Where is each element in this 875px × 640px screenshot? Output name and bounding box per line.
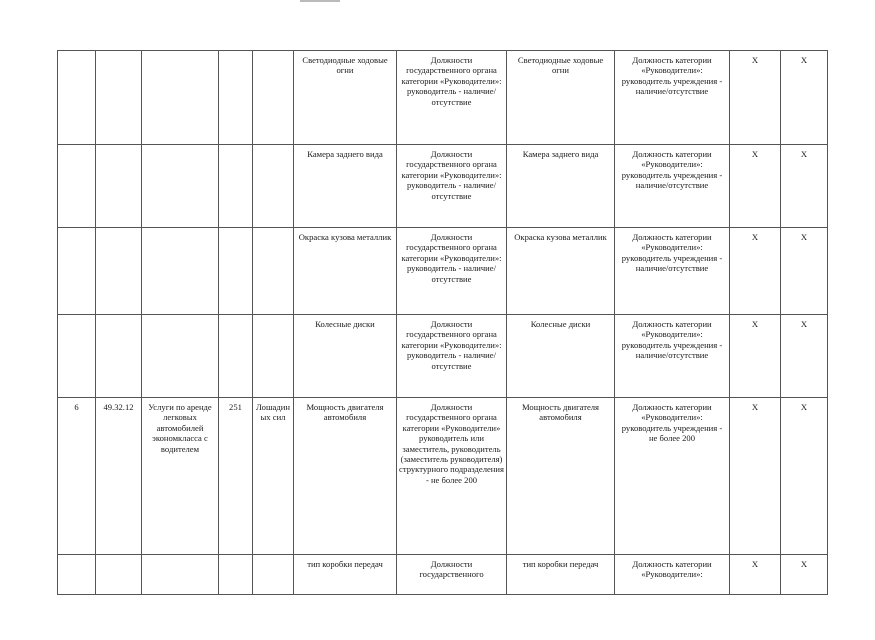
cell-position-gov: Должности государственного органа категории «Руководители»: руководитель - наличие/отсутствие [397,315,507,398]
cell-characteristic-2: тип коробки передач [507,555,615,595]
cell-characteristic-2: Колесные диски [507,315,615,398]
cell-name [142,315,219,398]
cell-name [142,145,219,228]
cell-code [96,51,142,145]
cell-unit-code: 251 [219,398,253,555]
cell-num: 6 [58,398,96,555]
scan-artifact [300,0,340,2]
table-row [58,145,828,228]
cell-x2: X [781,398,828,555]
cell-characteristic-2: Светодиодные ходовые огни [507,51,615,145]
cell-characteristic: Окраска кузова металлик [294,228,397,315]
cell-x2: X [781,228,828,315]
cell-unit-name [253,315,294,398]
cell-code: 49.32.12 [96,398,142,555]
cell-unit-code [219,315,253,398]
cell-code [96,555,142,595]
table-row [58,398,828,555]
cell-position-gov: Должности государственного органа категории «Руководители»: руководитель - наличие/отсутствие [397,145,507,228]
cell-characteristic: тип коробки передач [294,555,397,595]
cell-num [58,228,96,315]
cell-x1: X [730,315,781,398]
cell-x1: X [730,145,781,228]
cell-code [96,145,142,228]
cell-unit-name [253,51,294,145]
cell-name [142,555,219,595]
cell-name [142,51,219,145]
cell-characteristic: Камера заднего вида [294,145,397,228]
cell-code [96,228,142,315]
cell-position-inst: Должность категории «Руководители»: руководитель учреждения - наличие/отсутствие [615,315,730,398]
table-row [58,315,828,398]
cell-num [58,51,96,145]
cell-position-inst: Должность категории «Руководители»: руководитель учреждения - наличие/отсутствие [615,51,730,145]
cell-position-gov: Должности государственного [397,555,507,595]
cell-x1: X [730,51,781,145]
cell-characteristic: Мощность двигателя автомобиля [294,398,397,555]
cell-characteristic-2: Окраска кузова металлик [507,228,615,315]
cell-unit-name [253,228,294,315]
cell-code [96,315,142,398]
cell-num [58,555,96,595]
cell-num [58,145,96,228]
cell-x2: X [781,315,828,398]
cell-unit-name [253,555,294,595]
cell-x2: X [781,51,828,145]
cell-characteristic: Колесные диски [294,315,397,398]
cell-position-gov: Должности государственного органа категории «Руководители»: руководитель - наличие/отсутствие [397,228,507,315]
cell-unit-name: Лошадиных сил [253,398,294,555]
cell-position-inst: Должность категории «Руководители»: [615,555,730,595]
cell-position-inst: Должность категории «Руководители»: руководитель учреждения - наличие/отсутствие [615,228,730,315]
cell-num [58,315,96,398]
cell-characteristic-2: Мощность двигателя автомобиля [507,398,615,555]
requirements-table [57,50,828,595]
cell-unit-code [219,228,253,315]
cell-name [142,228,219,315]
cell-characteristic: Светодиодные ходовые огни [294,51,397,145]
cell-unit-code [219,145,253,228]
cell-position-gov: Должности государственного органа категории «Руководители»: руководитель - наличие/отсутствие [397,51,507,145]
table-row [58,51,828,145]
cell-unit-code [219,555,253,595]
cell-name: Услуги по аренде легковых автомобилей экономкласса с водителем [142,398,219,555]
cell-x2: X [781,145,828,228]
cell-unit-name [253,145,294,228]
table-row [58,228,828,315]
cell-position-inst: Должность категории «Руководители»: руководитель учреждения - наличие/отсутствие [615,145,730,228]
cell-position-inst: Должность категории «Руководители»: руководитель учреждения - не более 200 [615,398,730,555]
cell-x1: X [730,398,781,555]
table-row [58,555,828,595]
cell-x2: X [781,555,828,595]
cell-position-gov: Должности государственного органа категории «Руководители» руководитель или заместитель, руководитель (заместитель руководителя) структурного подразделения - не более 200 [397,398,507,555]
cell-x1: X [730,228,781,315]
cell-characteristic-2: Камера заднего вида [507,145,615,228]
cell-unit-code [219,51,253,145]
cell-x1: X [730,555,781,595]
